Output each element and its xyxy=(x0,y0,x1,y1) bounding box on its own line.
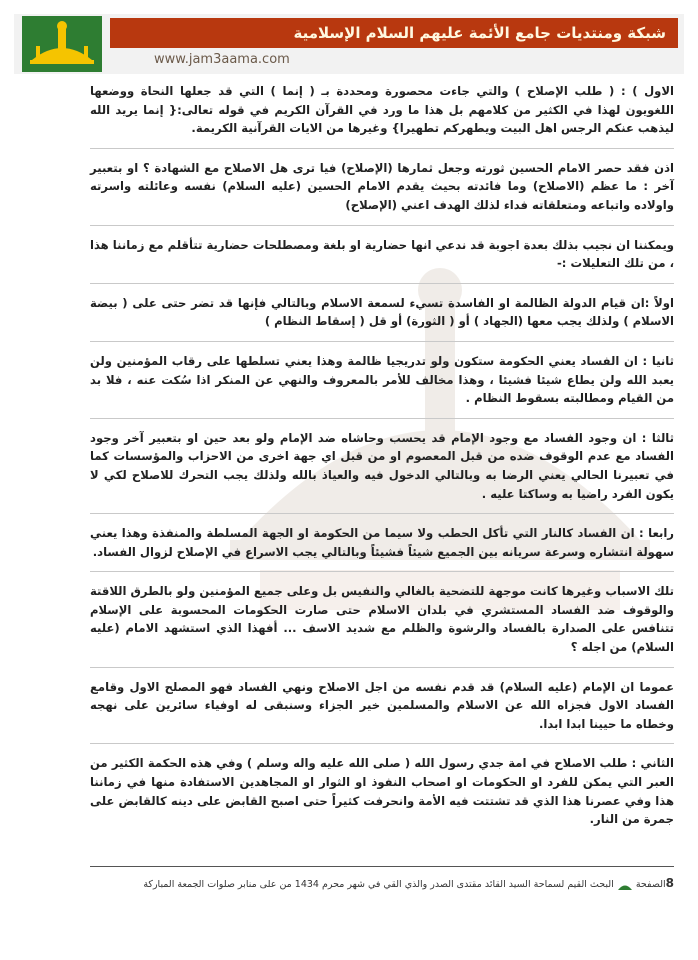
divider xyxy=(90,341,674,342)
footer-divider xyxy=(90,866,674,867)
divider xyxy=(90,283,674,284)
site-title: شبكة ومنتديات جامع الأئمة عليهم السلام الإسلامية xyxy=(110,18,678,48)
paragraph-9: عموما ان الإمام (عليه السلام) قد قدم نفسه من اجل الاصلاح ونهي الفساد فهو المصلح الاول وقامع الفساد الاول فجزاه الله عن الاسلام والمسلمين خير الجزاء وسنبقى له اوفياء سائرين على نهجه وخطاه ما حيينا ابدا ابدا. xyxy=(90,679,674,731)
footer-text: البحث القيم لسماحة السيد القائد مقتدى الصدر والذي القي في شهر محرم 1434 من على منابر صلوات الجمعة المباركة xyxy=(143,879,614,890)
site-logo-icon xyxy=(22,16,102,72)
divider xyxy=(90,418,674,419)
page-label: الصفحة xyxy=(635,879,666,890)
paragraph-5: ثانيا : ان الفساد يعني الحكومة ستكون ولو تدريجيا ظالمة وهذا يعني تسلطها على رقاب المؤمنين ولن يعبد الله ولن يطاع شيئا فشيئا ، وهذا مخالف للأمر بالمعروف والنهي عن المنكر اذا سُكت عنه ، فلا بد من القيام ومطالبته بسقوط النظام . xyxy=(90,353,674,406)
paragraph-2: اذن فقد حصر الامام الحسين ثورته وجعل ثمارها (الإصلاح) فيا ترى هل الاصلاح مع الشهادة ؟ او بتعبير آخر : ما عظم (الاصلاح) وما فائدته بحيث يقدم الامام الحسين (عليه السلام) نفسه وعائلته واسرته واولاده واتباعه ومتعلقاته فداء لذلك الهدف اعني (الإصلاح) xyxy=(90,160,674,212)
divider xyxy=(90,743,674,744)
article-body xyxy=(90,82,674,829)
divider xyxy=(90,513,674,514)
paragraph-1: الاول ) : ( طلب الإصلاح ) والتي جاءت محصورة ومحددة بـ ( إنما ) التي قد جعلها النحاة ووضعها اللغويون لهذا في الكثير من كلامهم بل هذا ما ورد في القرآن الكريم في قوله تعالى:{ إنما يريد الله ليذهب عنكم الرجس اهل البيت ويطهركم تطهيرا} وغيرها من الايات القرآنية الكريمة. xyxy=(90,84,674,136)
paragraph-6: ثالثا : ان وجود الفساد مع وجود الإمام قد يحسب وحاشاه ضد الإمام ولو بعد حين او بتعبير آخر وجود الفساد مع عدم الوقوف ضده من قبل المعصوم او من قبل اي جهة اخرى من الاحزاب والمؤسسات كما في تعبيرنا الحالي يعني الرضا به وبالتالي الدخول فيه والعياذ بالله ولذلك يجب التحرك للاصلاح لكي لا يكون الفرد راضيا به وساكتا عليه . xyxy=(90,430,674,501)
divider xyxy=(90,571,674,572)
paragraph-7: رابعا : ان الفساد كالنار التي تأكل الحطب ولا سيما من الحكومة او الجهة المسلطة والمنفذة وهذا يعني سهولة انتشاره وسرعة سريانه بين الجميع شيئاً فشيئاً وبالتالي يجب الاسراع في الإصلاح لزوال الفساد. xyxy=(90,526,674,559)
divider xyxy=(90,667,674,668)
paragraph-3: ويمكننا ان نجيب بذلك بعدة اجوبة قد ندعي انها حضارية او بلغة ومصطلحات حضارية تتأقلم مع زماننا هذا ، من تلك التعليلات :- xyxy=(90,237,674,271)
divider xyxy=(90,148,674,149)
page-number: 8 xyxy=(665,876,674,890)
header-bar xyxy=(14,14,684,74)
paragraph-10: الثاني : طلب الاصلاح في امة جدي رسول الله ( صلى الله عليه واله وسلم ) وفي هذه الحكمة الكثير من العبر التي يمكن للفرد او الحكومات او اصحاب النفوذ او الثوار او المجاهدين الاستفادة منها في زماننا هذا وفي عصرنا هذا الذي قد تشتتت فيه الأمة وانحرفت كثيراً حتى اصبح القابض على دينه كالقابض على جمرة من النار. xyxy=(90,756,674,827)
site-url: www.jam3aama.com xyxy=(154,52,290,67)
paragraph-8: تلك الاسباب وغيرها كانت موجهة للتضحية بالغالي والنفيس بل وعلى جميع المؤمنين ولو بالطرق اللاقتة والوقوف ضد الفساد المستشري في بلدان الاسلام حتى صارت الحكومات المحسوبة على الإسلام تتنافس على الصدارة بالفساد والرشوة والظلم مع شديد الاسف ... أفهذا الذي استشهد الامام (عليه السلام) من اجله ؟ xyxy=(90,584,674,655)
divider xyxy=(90,225,674,226)
paragraph-4: اولاً :ان قيام الدولة الظالمة او الفاسدة تسيء لسمعة الاسلام وبالتالي فإنها قد تضر حتى على ( بيضة الاسلام ) ولذلك يجب معها (الجهاد ) أو ( الثورة) أو قل ( إسقاط النظام ) xyxy=(90,295,674,329)
page-footer xyxy=(60,876,674,891)
footer-logo-icon xyxy=(617,879,633,891)
